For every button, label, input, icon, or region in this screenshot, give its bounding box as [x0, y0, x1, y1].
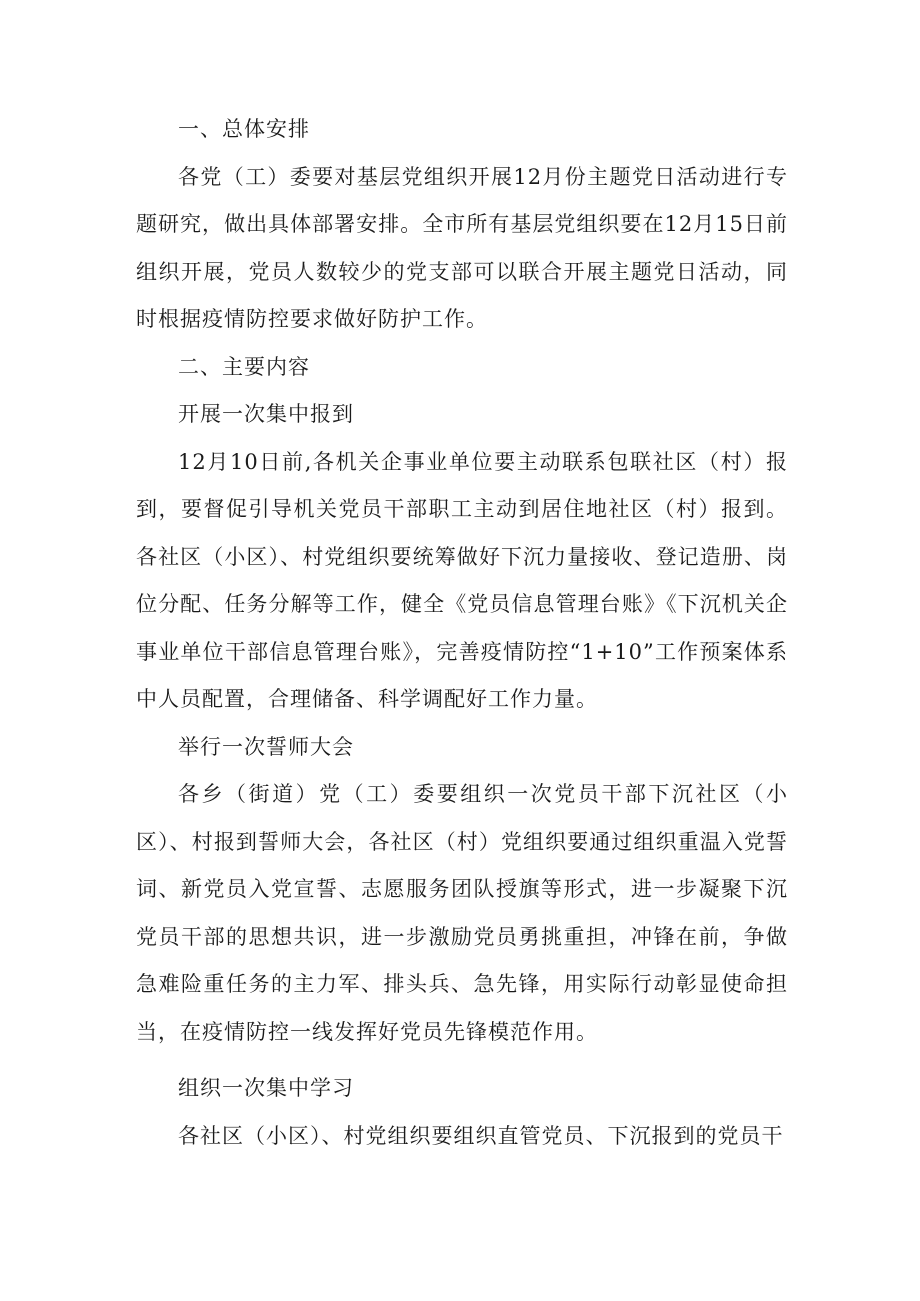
- paragraph-collective-registration: 12月10日前,各机关企事业单位要主动联系包联社区（村）报到，要督促引导机关党员干部职工主动到居住地社区（村）报到。各社区（小区）、村党组织要统筹做好下沉力量接收、登记造册、岗位分配、任务分解等工作，健全《党员信息管理台账》《下沉机关企事业单位干部信息管理台账》，完善疫情防控“1+10”工作预案体系中人员配置，合理储备、科学调配好工作力量。: [136, 449, 788, 711]
- subheading-collective-registration: 开展一次集中报到: [178, 402, 354, 426]
- document-body: [136, 106, 788, 1160]
- paragraph-collective-study: 各社区（小区）、村党组织要组织直管党员、下沉报到的党员干: [178, 1123, 784, 1148]
- paragraph-overall-arrangement: 各党（工）委要对基层党组织开展12月份主题党日活动进行专题研究，做出具体部署安排。全市所有基层党组织要在12月15日前组织开展，党员人数较少的党支部可以联合开展主题党日活动，同时根据疫情防控要求做好防护工作。: [136, 164, 788, 331]
- section-heading-overall-arrangement: 一、总体安排: [178, 117, 310, 141]
- subheading-oath-rally: 举行一次誓师大会: [178, 734, 354, 759]
- subheading-collective-study: 组织一次集中学习: [178, 1076, 354, 1100]
- paragraph-oath-rally: 各乡（街道）党（工）委要组织一次党员干部下沉社区（小区）、村报到誓师大会，各社区（村）党组织要通过组织重温入党誓词、新党员入党宣誓、志愿服务团队授旗等形式，进一步凝聚下沉党员干部的思想共识，进一步激励党员勇挑重担，冲锋在前，争做急难险重任务的主力军、排头兵、急先锋，用实际行动彰显使命担当，在疫情防控一线发挥好党员先锋模范作用。: [136, 782, 788, 1044]
- section-heading-main-content: 二、主要内容: [178, 354, 310, 379]
